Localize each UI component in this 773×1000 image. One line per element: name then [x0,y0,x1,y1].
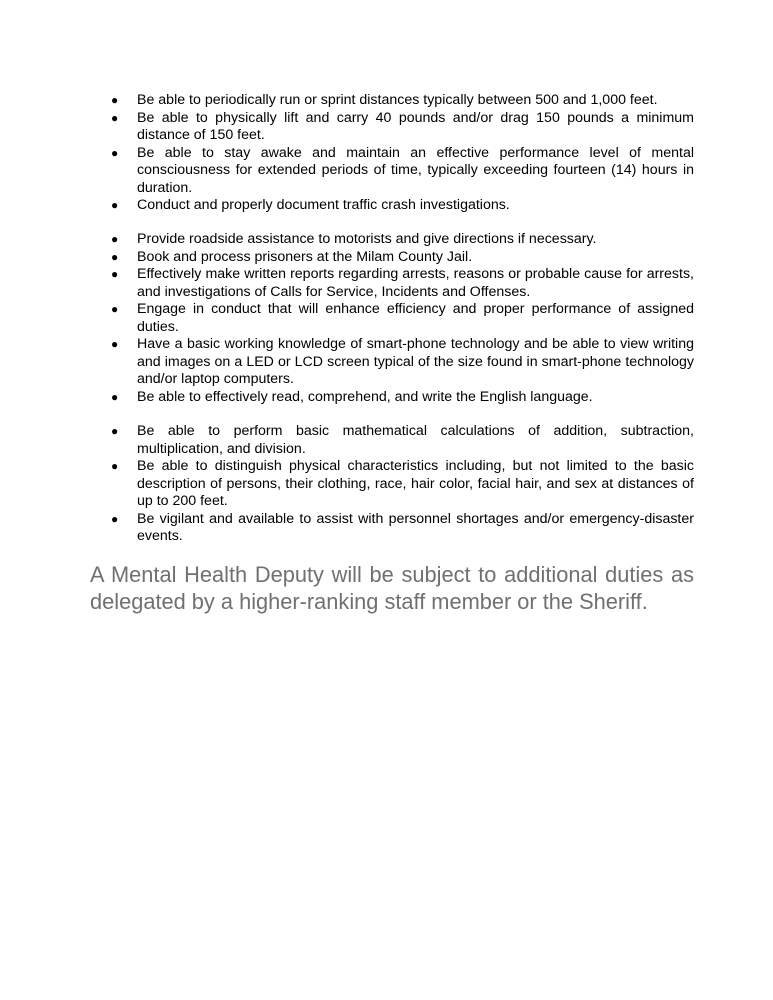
list-item: ● Provide roadside assistance to motorists and give directions if necessary. [111,231,597,247]
list-item: ● Be able to effectively read, comprehend, and write the English language. [111,388,593,405]
list-item: ● Be able to periodically run or sprint distances typically between 500 and 1,000 feet. [111,92,658,108]
bullet-icon: ● [111,198,119,212]
list-item: ● Book and process prisoners at the Milam County Jail. [111,248,473,265]
closing-statement: A Mental Health Deputy will be subject to additional duties as delegated by a higher-ranking staff member or the Sheriff. [90,562,694,614]
duties-list-1 [108,92,694,215]
bullet-icon: ● [111,267,119,281]
list-item: ● Engage in conduct that will enhance efficiency and proper performance of assigned duties. [111,301,694,335]
list-item: ● Be able to physically lift and carry 40 pounds and/or drag 150 pounds a minimum distance of 150 feet. [111,109,694,143]
list-item: ● Effectively make written reports regarding arrests, reasons or probable cause for arrests, and investigations of Calls for Service, Incidents and Offenses. [111,266,694,300]
bullet-icon: ● [111,93,119,107]
list-item: ● Have a basic working knowledge of smart-phone technology and be able to view writing and images on a LED or LCD screen typical of the size found in smart-phone technology and/or laptop computers. [111,336,694,387]
list-item: ● Be able to perform basic mathematical calculations of addition, subtraction, multiplication, and division. [111,423,694,457]
bullet-icon: ● [111,302,119,316]
bullet-icon: ● [111,145,119,160]
list-item: ● Be able to stay awake and maintain an effective performance level of mental consciousness for extended periods of time, typically exceeding fourteen (14) hours in duration. [111,144,694,196]
duties-list-2 [108,231,694,406]
bullet-icon: ● [111,424,119,438]
bullet-icon: ● [111,232,119,246]
list-item: ● Be vigilant and available to assist with personnel shortages and/or emergency-disaster events. [111,510,694,544]
bullet-icon: ● [111,337,119,351]
bullet-icon: ● [111,511,119,526]
bullet-icon: ● [111,110,119,125]
list-item: ● Be able to distinguish physical characteristics including, but not limited to the basic description of persons, their clothing, race, hair color, facial hair, and sex at distances of up to 200 feet. [111,458,694,509]
duties-list-3 [108,423,694,546]
bullet-icon: ● [111,249,119,264]
bullet-icon: ● [111,459,119,473]
list-item: ● Conduct and properly document traffic crash investigations. [111,197,510,213]
bullet-icon: ● [111,389,119,404]
